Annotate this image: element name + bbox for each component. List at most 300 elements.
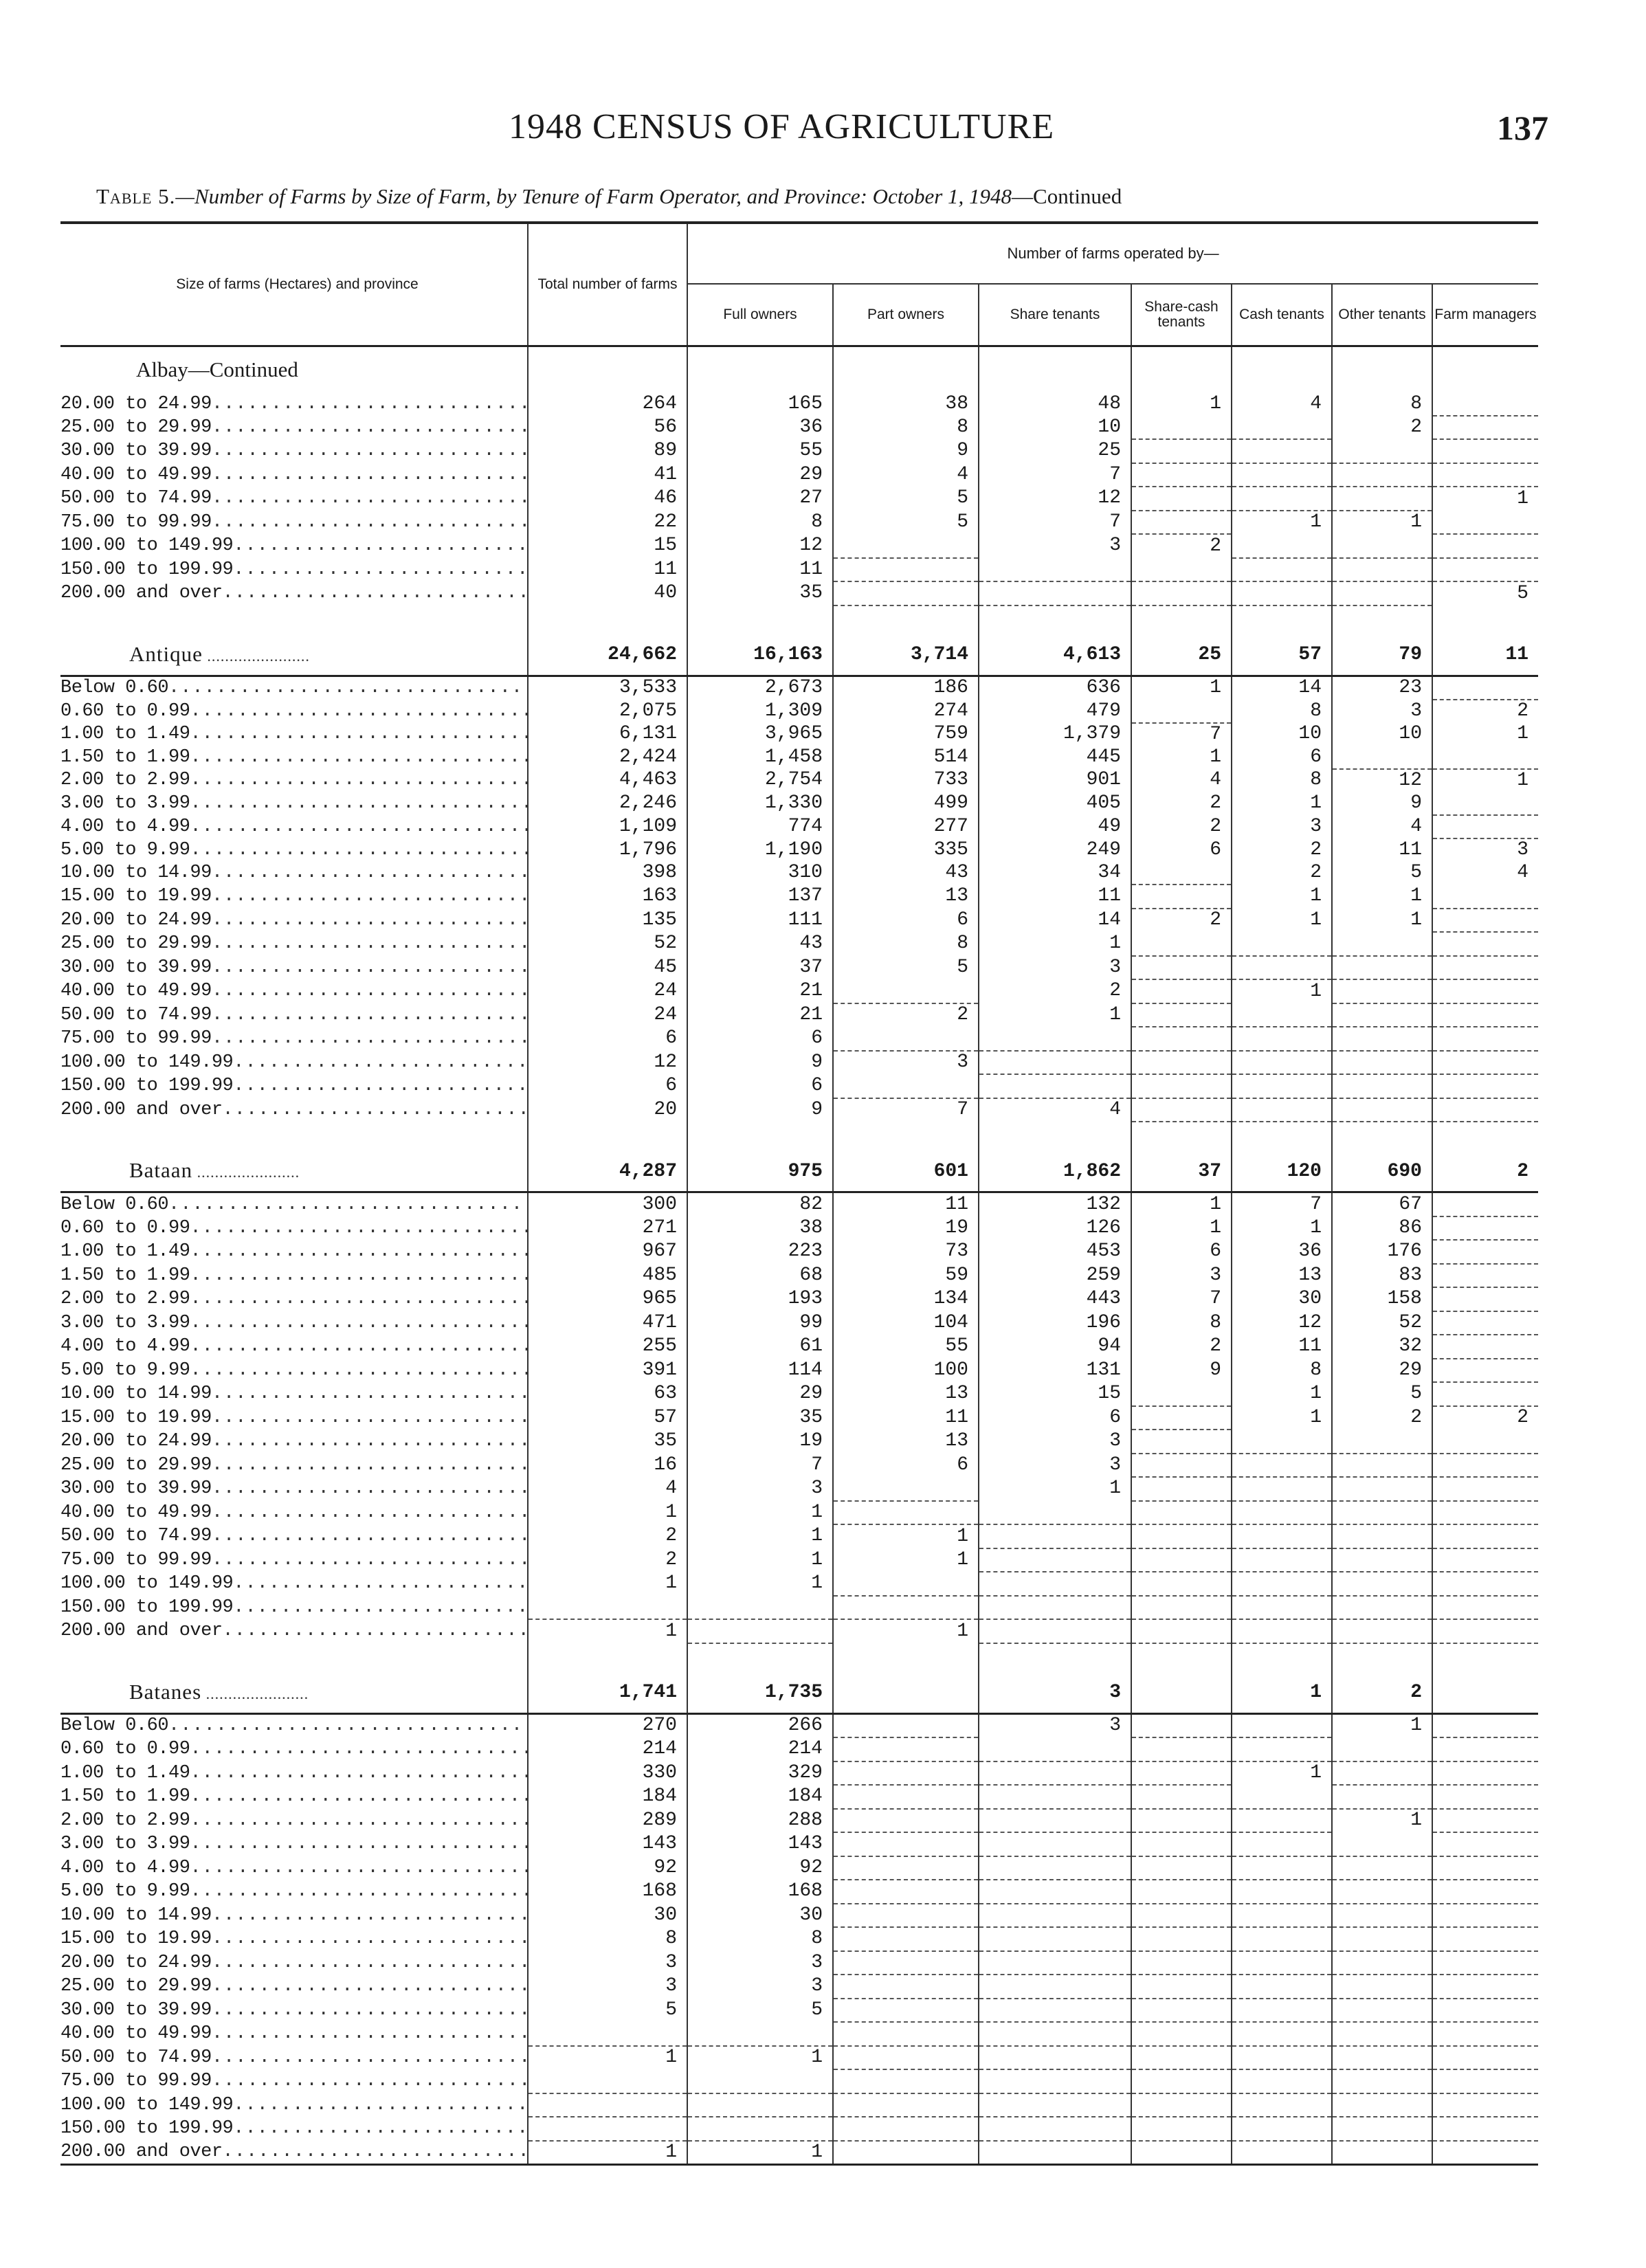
cell-cash-tenants [1232,1619,1332,1643]
table-row [60,956,1538,980]
cell-full-owners: 11 [687,558,833,582]
cell-farm-managers [1432,1098,1538,1122]
cell-share-tenants [979,1548,1131,1572]
cell-total: 2 [528,1524,687,1548]
cell-part-owners [833,2117,979,2141]
cell-part-owners [833,2093,979,2117]
cell-share-tenants: 2 [979,979,1131,1003]
cell-share-tenants [979,1880,1131,1904]
cell-share-tenants [979,2069,1131,2093]
cell-share-tenants: 132 [979,1192,1131,1216]
cell-share-tenants: 445 [979,746,1131,769]
cell-cash-tenants: 12 [1232,1311,1332,1335]
size-range: 75.00 to 99.99 ..... [60,1548,528,1572]
cell-cash-tenants [1232,1737,1332,1761]
cell-part-owners: 2 [833,1003,979,1027]
cell-share-tenants [979,1809,1131,1833]
table-row [60,1311,1538,1335]
cell-share-cash-tenants: 6 [1131,1240,1232,1264]
table-row [60,1761,1538,1786]
table-row [60,2069,1538,2093]
cell-total: 30 [528,1904,687,1928]
cell-part-owners: 38 [833,392,979,416]
size-range: 200.00 and over ..... [60,2141,528,2165]
province-row [60,1674,1538,1714]
cell-total: 40 [528,581,687,605]
province-total-part-owners: 601 [833,1153,979,1192]
cell-cash-tenants [1232,487,1332,511]
cell-cash-tenants [1232,534,1332,558]
cell-total: 2,424 [528,746,687,769]
table-row [60,1003,1538,1027]
cell-share-tenants: 7 [979,511,1131,535]
cell-farm-managers [1432,1880,1538,1904]
cell-share-cash-tenants [1131,2046,1232,2070]
cell-cash-tenants: 10 [1232,723,1332,746]
table-row [60,1524,1538,1548]
cell-share-tenants [979,558,1131,582]
size-range: 20.00 to 24.99 ..... [60,1951,528,1975]
cell-total: 391 [528,1359,687,1383]
size-range: 1.50 to 1.99 ..... [60,746,528,769]
cell-full-owners: 114 [687,1359,833,1383]
table-row [60,1051,1538,1075]
cell-share-tenants: 901 [979,769,1131,792]
cell-cash-tenants: 6 [1232,746,1332,769]
cell-other-tenants [1332,581,1432,605]
cell-total: 2 [528,1548,687,1572]
cell-farm-managers [1432,1761,1538,1786]
cell-farm-managers [1432,815,1538,839]
cell-total: 485 [528,1264,687,1288]
table-row [60,1548,1538,1572]
size-range: 3.00 to 3.99 ..... [60,1832,528,1856]
table-row [60,1737,1538,1761]
cell-share-tenants: 196 [979,1311,1131,1335]
cell-share-cash-tenants [1131,439,1232,463]
cell-farm-managers [1432,1975,1538,1999]
section-spacer [60,1643,1538,1674]
table-row [60,2141,1538,2165]
cell-total: 92 [528,1856,687,1880]
cell-part-owners [833,1572,979,1596]
cell-part-owners: 335 [833,838,979,862]
cell-farm-managers [1432,534,1538,558]
table-row [60,558,1538,582]
cell-cash-tenants: 8 [1232,1359,1332,1383]
cell-part-owners: 6 [833,909,979,933]
cell-full-owners: 29 [687,463,833,487]
cell-farm-managers [1432,932,1538,956]
cell-share-cash-tenants: 7 [1131,723,1232,746]
cell-total: 4,463 [528,769,687,792]
spacer-cell [1432,1643,1538,1674]
cell-part-owners: 9 [833,439,979,463]
cell-part-owners [833,1737,979,1761]
cell-other-tenants: 67 [1332,1192,1432,1216]
cell-cash-tenants [1232,1430,1332,1454]
province-total-full-owners: 975 [687,1153,833,1192]
province-total-share-tenants: 1,862 [979,1153,1131,1192]
cell-farm-managers: 3 [1517,839,1529,860]
table-row [60,723,1538,746]
cell-share-cash-tenants [1131,1406,1232,1430]
cell-cash-tenants [1232,1880,1332,1904]
table-row [60,815,1538,839]
cell-full-owners: 19 [687,1430,833,1454]
size-range: 15.00 to 19.99 ..... [60,885,528,909]
col-part-owners: Part owners [833,284,979,346]
cell-other-tenants: 176 [1332,1240,1432,1264]
cell-share-cash-tenants [1131,2141,1232,2165]
cell-full-owners: 1 [687,1501,833,1525]
cell-total: 6,131 [528,723,687,746]
cell-share-cash-tenants: 1 [1131,1192,1232,1216]
cell-other-tenants: 1 [1332,1809,1432,1833]
col-size-label: Size of farms (Hectares) and province [60,223,528,346]
cell-other-tenants: 1 [1332,511,1432,535]
table-row [60,487,1538,511]
table-row [60,511,1538,535]
cell-full-owners: 165 [687,392,833,416]
size-range: 20.00 to 24.99 ..... [60,392,528,416]
cell-share-cash-tenants [1131,1927,1232,1951]
cell-total: 35 [528,1430,687,1454]
cell-part-owners: 134 [833,1287,979,1311]
cell-part-owners [833,1809,979,1833]
table-row [60,1619,1538,1643]
cell-share-tenants: 249 [979,838,1131,862]
cell-other-tenants [1332,1737,1432,1761]
cell-other-tenants [1332,979,1432,1003]
cell-cash-tenants [1232,1027,1332,1051]
size-range: 5.00 to 9.99 ..... [60,1880,528,1904]
spacer-cell [833,1643,979,1674]
page-number: 137 [1497,109,1548,147]
cell-share-tenants [979,2046,1131,2070]
cell-share-tenants: 49 [979,815,1131,839]
cell-share-cash-tenants [1131,1051,1232,1075]
size-range: 25.00 to 29.99 ..... [60,416,528,440]
table-row [60,746,1538,769]
cell-other-tenants [1332,2069,1432,2093]
col-other-tenants: Other tenants [1332,284,1432,346]
col-share-tenants: Share tenants [979,284,1131,346]
cell-full-owners: 8 [687,1927,833,1951]
cell-part-owners [833,1951,979,1975]
table-row [60,1287,1538,1311]
size-range: 30.00 to 39.99 ..... [60,439,528,463]
province-name: Bataan ..... [60,1153,528,1192]
cell-cash-tenants [1232,1477,1332,1501]
cell-part-owners: 759 [833,723,979,746]
cell-other-tenants [1332,439,1432,463]
table-row [60,1477,1538,1501]
cell-other-tenants [1332,1430,1432,1454]
size-range: 1.00 to 1.49 ..... [60,723,528,746]
cell-farm-managers [1432,676,1538,700]
cell-share-cash-tenants [1131,581,1232,605]
cell-part-owners: 5 [833,511,979,535]
province-row [60,1153,1538,1192]
size-range: 2.00 to 2.99 ..... [60,1287,528,1311]
cell-cash-tenants: 8 [1232,700,1332,723]
table-row [60,1406,1538,1430]
cell-share-cash-tenants [1131,1548,1232,1572]
size-range: 15.00 to 19.99 ..... [60,1406,528,1430]
cell-part-owners [833,1501,979,1525]
cell-full-owners: 6 [687,1074,833,1098]
cell-farm-managers: 1 [1517,487,1529,509]
cell-full-owners [687,2117,833,2141]
cell-total: 289 [528,1809,687,1833]
cell-part-owners [833,534,979,558]
cell-cash-tenants: 1 [1232,979,1332,1003]
table-row [60,1335,1538,1359]
cell-farm-managers [1432,1477,1538,1501]
cell-total: 255 [528,1335,687,1359]
table-row [60,700,1538,723]
cell-full-owners: 266 [687,1713,833,1737]
table-row [60,534,1538,558]
cell-other-tenants [1332,1880,1432,1904]
cell-total: 967 [528,1240,687,1264]
cell-share-tenants [979,1975,1131,1999]
table-row [60,581,1538,605]
spacer-cell [1232,605,1332,636]
cell-share-tenants: 443 [979,1287,1131,1311]
cell-total: 8 [528,1927,687,1951]
cell-share-tenants [979,1524,1131,1548]
cell-share-tenants [979,1501,1131,1525]
cell-total: 15 [528,534,687,558]
cell-total: 1 [528,1572,687,1596]
cell-full-owners: 1 [687,2046,833,2070]
cell-share-cash-tenants [1131,862,1232,885]
cell-other-tenants [1332,1975,1432,1999]
cell-total: 5 [528,1999,687,2023]
cell-share-tenants: 1,379 [979,723,1131,746]
cell-share-tenants: 479 [979,700,1131,723]
cell-other-tenants [1332,2046,1432,2070]
cell-share-cash-tenants [1131,1454,1232,1478]
cell-share-tenants [979,1596,1131,1620]
cell-total: 1 [528,2141,687,2165]
cell-farm-managers [1432,956,1538,980]
cell-other-tenants [1332,1951,1432,1975]
cell-other-tenants [1332,534,1432,558]
size-range: 50.00 to 74.99 ..... [60,2046,528,2070]
cell-other-tenants [1332,956,1432,980]
cell-farm-managers [1432,1287,1538,1311]
table-row [60,416,1538,440]
cell-other-tenants: 1 [1332,885,1432,909]
cell-farm-managers [1432,1548,1538,1572]
cell-farm-managers: 5 [1517,582,1529,604]
cell-total: 11 [528,558,687,582]
cell-cash-tenants [1232,2069,1332,2093]
spacer-cell [1332,1122,1432,1153]
spacer-cell [1332,605,1432,636]
col-group-operated-by: Number of farms operated by— [687,223,1538,284]
cell-other-tenants: 2 [1332,416,1432,440]
cell-share-cash-tenants [1131,416,1232,440]
table-row [60,1216,1538,1241]
cell-cash-tenants: 14 [1232,676,1332,700]
cell-total: 57 [528,1406,687,1430]
table-row [60,1192,1538,1216]
cell-cash-tenants [1232,1003,1332,1027]
province-total-part-owners: 3,714 [833,636,979,676]
cell-part-owners: 8 [833,416,979,440]
cell-farm-managers [1432,1501,1538,1525]
cell-other-tenants [1332,1003,1432,1027]
spacer-cell [1131,605,1232,636]
cell-full-owners: 21 [687,979,833,1003]
size-range: 40.00 to 49.99 ..... [60,979,528,1003]
table-row [60,2046,1538,2070]
province-total-part-owners [833,1674,979,1714]
size-range: 100.00 to 149.99 ..... [60,1572,528,1596]
spacer-cell [1131,1643,1232,1674]
cell-total: 3 [528,1951,687,1975]
cell-total: 264 [528,392,687,416]
table-row [60,1240,1538,1264]
cell-share-tenants: 6 [979,1406,1131,1430]
cell-part-owners [833,1027,979,1051]
cell-cash-tenants [1232,2093,1332,2117]
province-total-share-cash-tenants: 25 [1131,636,1232,676]
cell-share-cash-tenants: 2 [1131,792,1232,815]
cell-cash-tenants [1232,1596,1332,1620]
cell-share-cash-tenants: 1 [1131,676,1232,700]
cell-farm-managers: 1 [1517,723,1529,744]
table-row [60,1264,1538,1288]
table-caption [96,184,1526,209]
cell-farm-managers [1432,558,1538,582]
province-row [60,636,1538,676]
province-total-total [528,346,687,393]
cell-total: 1,796 [528,838,687,862]
cell-farm-managers [1432,2093,1538,2117]
cell-total: 471 [528,1311,687,1335]
size-range: 1.50 to 1.99 ..... [60,1264,528,1288]
table-row [60,1880,1538,1904]
cell-part-owners [833,1999,979,2023]
table-row [60,1713,1538,1737]
size-range: 0.60 to 0.99 ..... [60,700,528,723]
cell-share-cash-tenants [1131,979,1232,1003]
cell-cash-tenants [1232,1856,1332,1880]
cell-farm-managers [1432,1713,1538,1737]
spacer-cell [528,605,687,636]
cell-part-owners: 7 [833,1098,979,1122]
cell-other-tenants [1332,1477,1432,1501]
cell-share-cash-tenants [1131,700,1232,723]
cell-cash-tenants [1232,932,1332,956]
cell-share-cash-tenants: 2 [1131,1335,1232,1359]
size-range: 100.00 to 149.99 ..... [60,534,528,558]
province-total-cash-tenants: 57 [1232,636,1332,676]
cell-part-owners: 11 [833,1192,979,1216]
cell-share-cash-tenants: 1 [1131,392,1232,416]
cell-farm-managers [1432,909,1538,933]
size-range: 100.00 to 149.99 ..... [60,1051,528,1075]
cell-share-tenants [979,1051,1131,1075]
cell-part-owners: 13 [833,885,979,909]
cell-total: 89 [528,439,687,463]
size-range: 200.00 and over ..... [60,1619,528,1643]
cell-share-cash-tenants [1131,1880,1232,1904]
cell-farm-managers [1432,979,1538,1003]
cell-part-owners: 5 [833,487,979,511]
cell-cash-tenants [1232,1809,1332,1833]
cell-cash-tenants: 1 [1232,511,1332,535]
cell-share-tenants: 34 [979,862,1131,885]
cell-total: 270 [528,1713,687,1737]
table-row [60,932,1538,956]
cell-part-owners [833,1074,979,1098]
cell-part-owners [833,1975,979,1999]
cell-part-owners: 1 [833,1524,979,1548]
cell-other-tenants: 12 [1332,769,1432,792]
cell-total: 4 [528,1477,687,1501]
cell-share-tenants: 3 [979,956,1131,980]
cell-cash-tenants: 1 [1232,1406,1332,1430]
cell-cash-tenants: 2 [1232,862,1332,885]
cell-share-tenants: 25 [979,439,1131,463]
census-table [60,221,1538,2166]
province-total-full-owners: 1,735 [687,1674,833,1714]
cell-full-owners: 82 [687,1192,833,1216]
size-range: 4.00 to 4.99 ..... [60,815,528,839]
cell-farm-managers [1432,1572,1538,1596]
province-name: Antique ..... [60,636,528,676]
cell-other-tenants [1332,932,1432,956]
size-range: 200.00 and over ..... [60,1098,528,1122]
cell-share-cash-tenants [1131,1477,1232,1501]
cell-part-owners: 59 [833,1264,979,1288]
cell-share-tenants: 636 [979,676,1131,700]
table-row [60,1074,1538,1098]
cell-share-tenants: 405 [979,792,1131,815]
size-range: 25.00 to 29.99 ..... [60,1454,528,1478]
province-total-share-tenants [979,346,1131,393]
size-range: 75.00 to 99.99 ..... [60,1027,528,1051]
cell-share-tenants: 3 [979,1454,1131,1478]
cell-farm-managers [1432,511,1538,535]
cell-share-cash-tenants [1131,1951,1232,1975]
spacer-cell [1432,605,1538,636]
spacer-cell [1131,1122,1232,1153]
table-row [60,1785,1538,1809]
cell-other-tenants [1332,1051,1432,1075]
spacer-cell [528,1643,687,1674]
cell-farm-managers [1432,1856,1538,1880]
province-total-other-tenants: 2 [1332,1674,1432,1714]
cell-other-tenants: 4 [1332,815,1432,839]
cell-total: 63 [528,1382,687,1406]
cell-farm-managers [1432,1904,1538,1928]
cell-part-owners [833,1596,979,1620]
cell-farm-managers [1432,1596,1538,1620]
col-share-cash-tenants: Share-cash tenants [1131,284,1232,346]
cell-full-owners: 12 [687,534,833,558]
cell-farm-managers [1432,1192,1538,1216]
cell-farm-managers [1432,2069,1538,2093]
cell-part-owners: 1 [833,1548,979,1572]
cell-farm-managers [1432,1454,1538,1478]
